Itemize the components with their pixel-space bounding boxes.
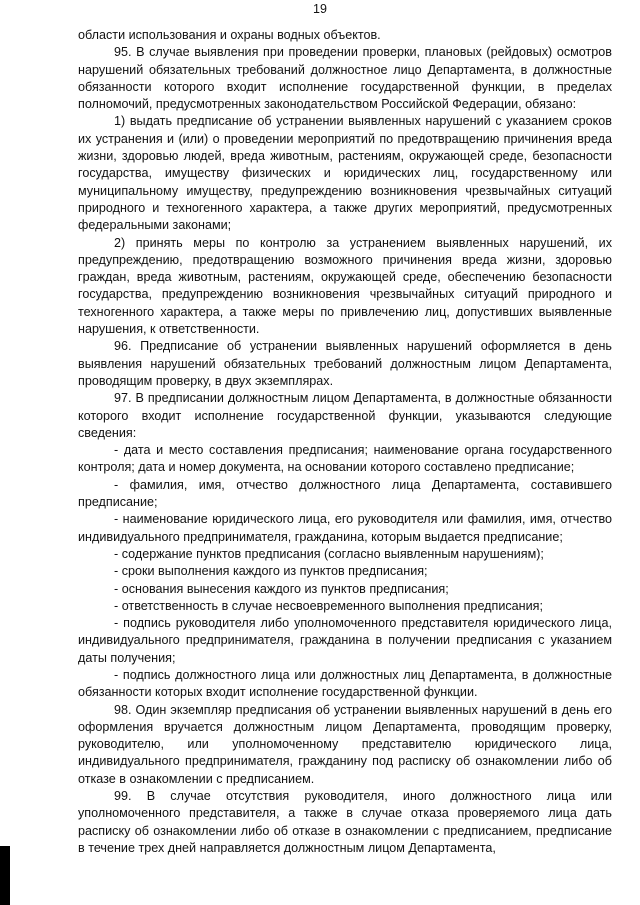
- paragraph: - наименование юридического лица, его руководителя или фамилия, имя, отчество индивидуального предпринимателя, гражданина, которым выдается предписание;: [78, 512, 612, 544]
- paragraph: 2) принять меры по контролю за устранением выявленных нарушений, их предупреждению, предотвращению возможного причинения вреда жизни, здоровью граждан, вреда животным, растениям, окружающей среде, обеспечению безопасности государства, предупреждению возникновения чрезвычайных ситуаций природного и техногенного характера, а также меры по привлечению лиц, допустивших выявленные нарушения, к ответственности.: [78, 235, 612, 337]
- paragraph: области использования и охраны водных объектов.: [78, 28, 381, 42]
- paragraph: 98. Один экземпляр предписания об устранении выявленных нарушений в день его оформления вручается должностным лицом Департамента, проводящим проверку, руководителю, или уполномоченному представителю юридического лица, индивидуального предпринимателя, гражданину под расписку об ознакомлении либо об отказе в ознакомлении с предписанием.: [78, 702, 612, 786]
- paragraph: 99. В случае отсутствия руководителя, иного должностного лица или уполномоченного представителя, а также в случае отказа проверяемого лица дать расписку об ознакомлении либо об отказе в ознакомлении с предписанием, предписание в течение трех дней направляется должностным лицом Департамента,: [78, 789, 612, 855]
- paragraph: - дата и место составления предписания; наименование органа государственного контроля; дата и номер документа, на основании которого составлено предписание;: [78, 443, 612, 475]
- paragraph: - фамилия, имя, отчество должностного лица Департамента, составившего предписание;: [78, 477, 612, 510]
- paragraph: 95. В случае выявления при проведении проверки, плановых (рейдовых) осмотров нарушений обязательных требований должностное лицо Департамента, в должностные обязанности которого входит исполнение государственной функции, в пределах полномочий, предусмотренных законодательством Российской Федерации, обязано:: [78, 45, 612, 112]
- paragraph: 96. Предписание об устранении выявленных нарушений оформляется в день выявления нарушений обязательных требований должностным лицом Департамента, проводящим проверку, в двух экземплярах.: [78, 339, 612, 388]
- paragraph: 1) выдать предписание об устранении выявленных нарушений с указанием сроков их устранения и (или) о проведении мероприятий по предотвращению причинения вреда жизни, здоровью людей, вреда животным, растениям, окружающей среде, безопасности государства, имуществу физических и юридических лиц, государственному или муниципальному имуществу, предупреждению возникновения чрезвычайных ситуаций природного и техногенного характера, а также других мероприятий, предусмотренных федеральными законами;: [78, 114, 612, 233]
- paragraph: - основания вынесения каждого из пунктов предписания;: [114, 581, 449, 596]
- paragraph: - сроки выполнения каждого из пунктов предписания;: [114, 564, 428, 579]
- page-number: 19: [313, 2, 327, 16]
- paragraph: - ответственность в случае несвоевременного выполнения предписания;: [114, 598, 543, 613]
- scan-edge-mark: [0, 846, 10, 905]
- paragraph: 97. В предписании должностным лицом Департамента, в должностные обязанности которого входит исполнение государственной функции, указываются следующие сведения:: [78, 391, 612, 440]
- document-body: [78, 27, 612, 857]
- paragraph: - подпись руководителя либо уполномоченного представителя юридического лица, индивидуального предпринимателя, гражданина в получении предписания с указанием даты получения;: [78, 616, 612, 665]
- paragraph: - подпись должностного лица или должностных лиц Департамента, в должностные обязанности которых входит исполнение государственной функции.: [78, 667, 612, 700]
- paragraph: - содержание пунктов предписания (согласно выявленным нарушениям);: [114, 546, 544, 561]
